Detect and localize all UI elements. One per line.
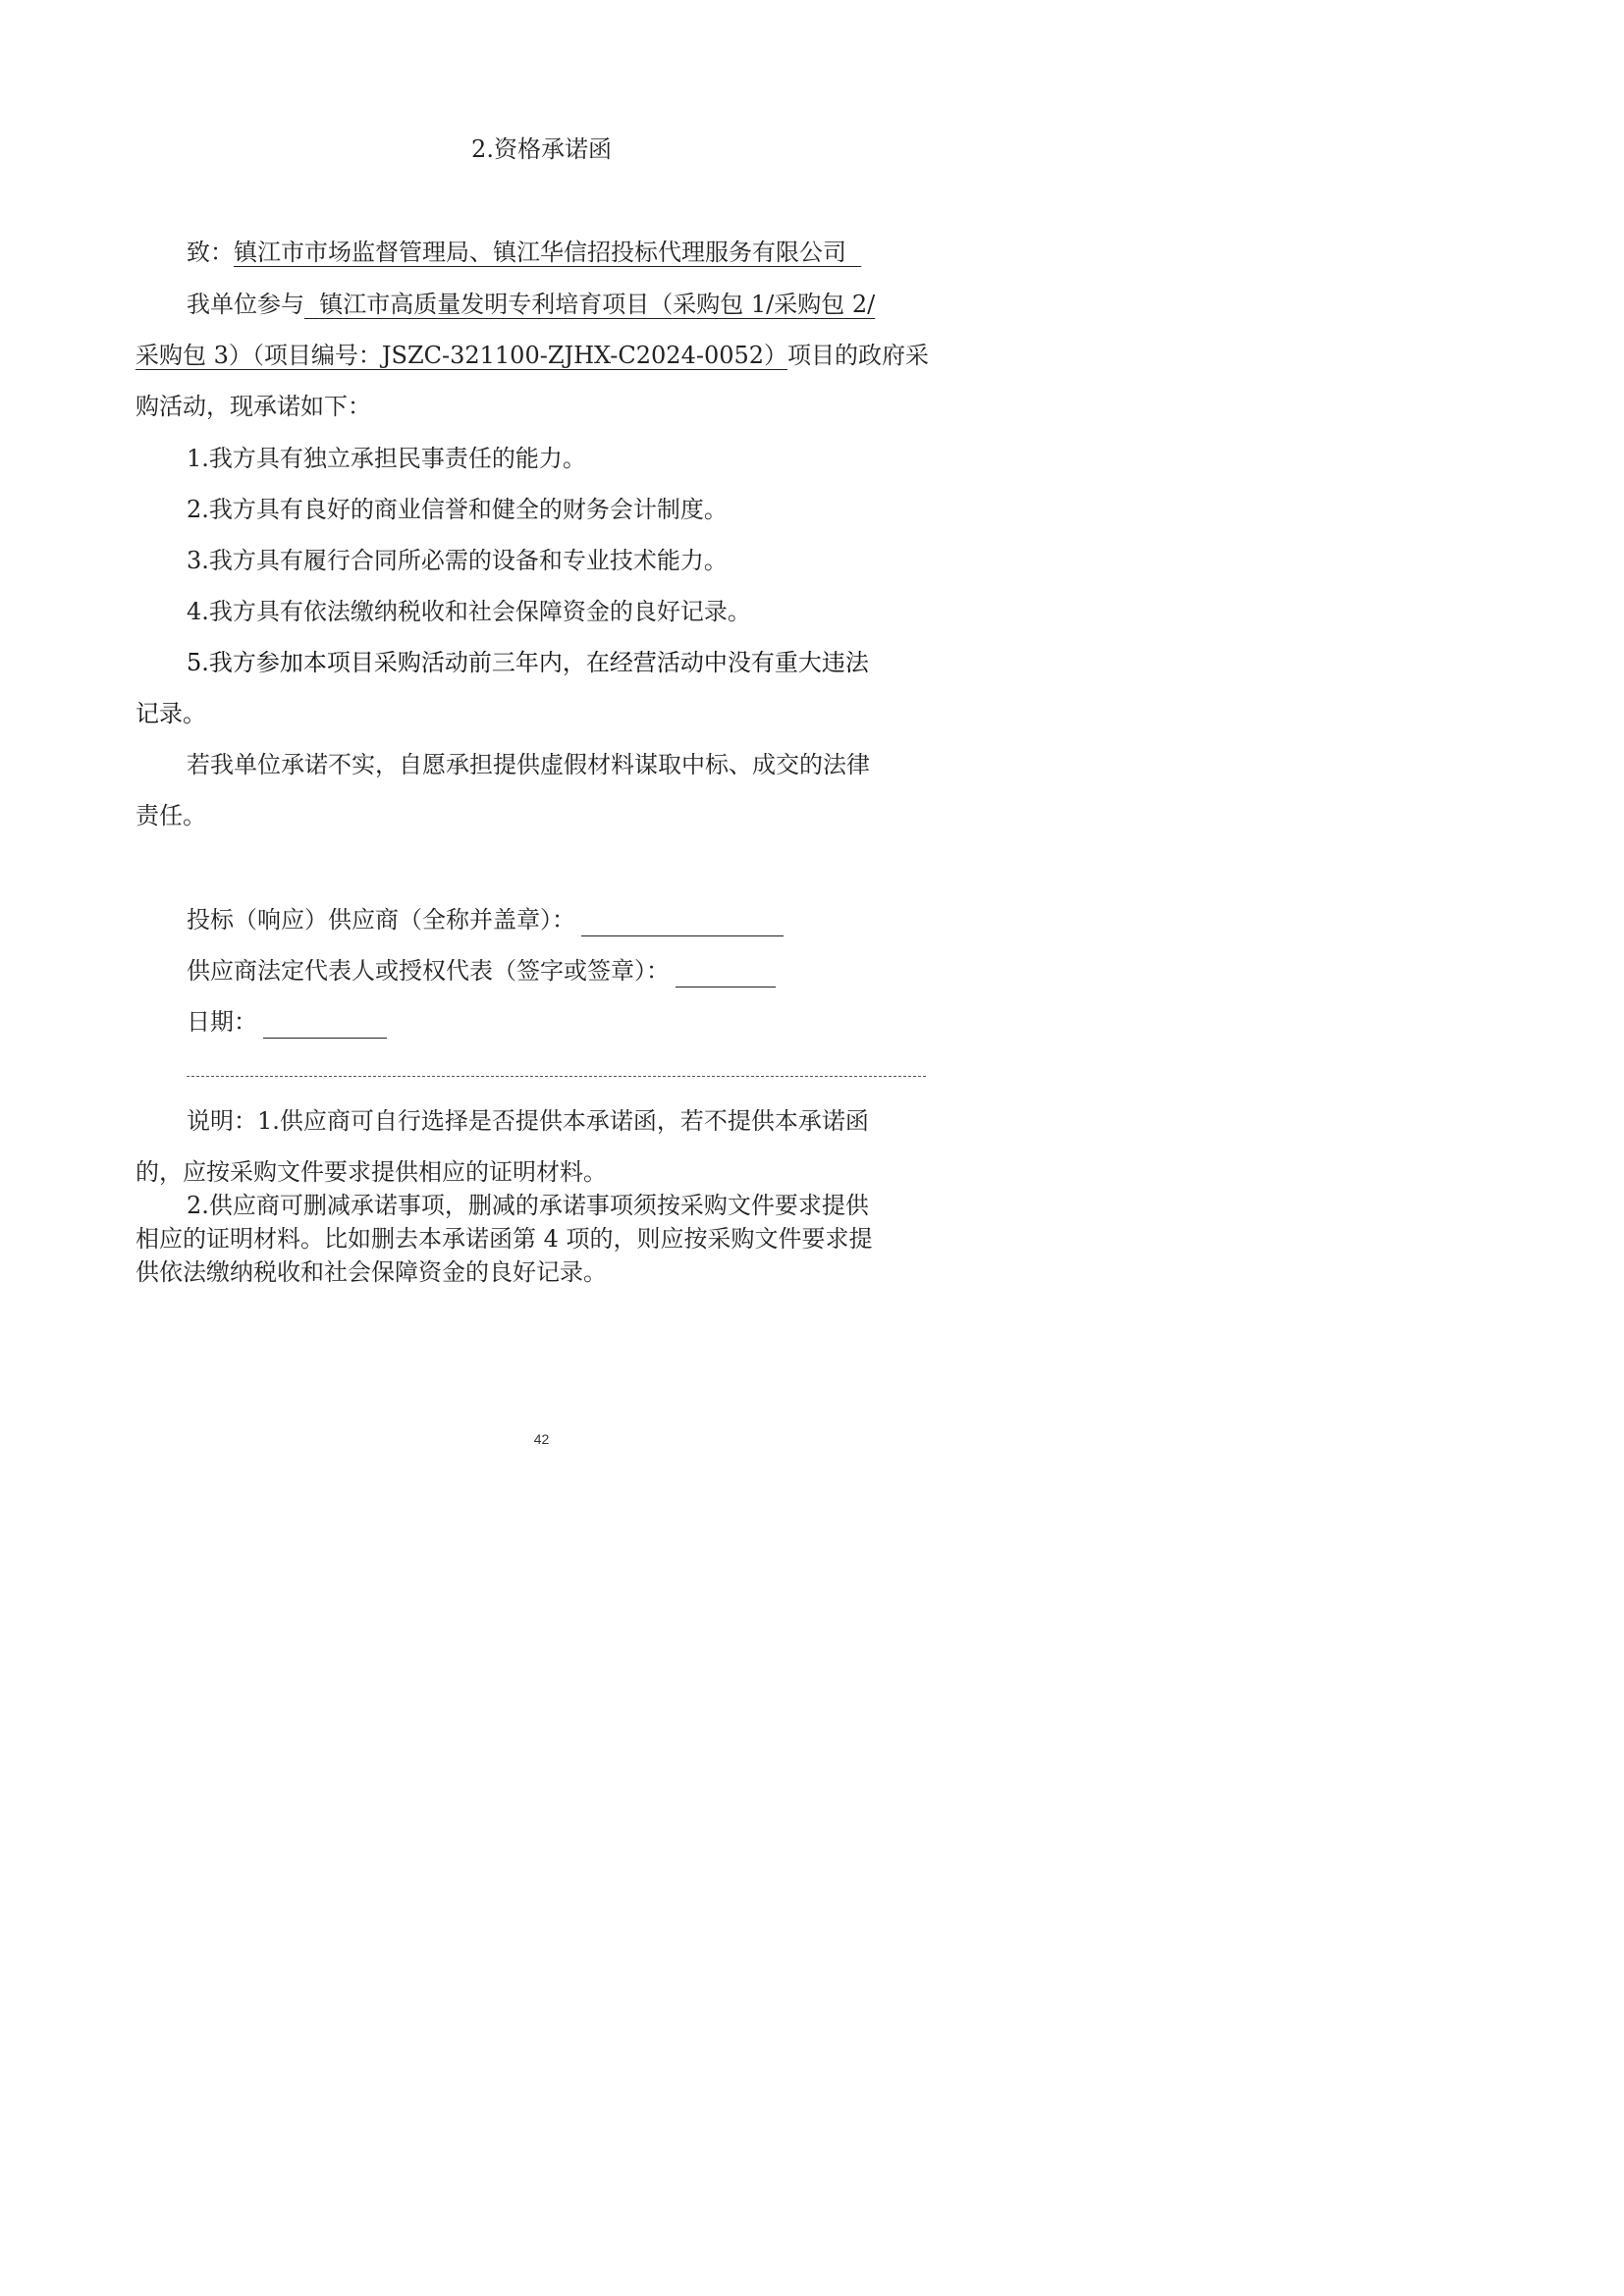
intro-suffix: 项目的政府采 (787, 342, 930, 369)
note-2-line-2: 相应的证明材料。比如删去本承诺函第 4 项的，则应按采购文件要求提 (135, 1225, 873, 1253)
document-title: 2.资格承诺函 (471, 135, 612, 163)
project-name-part-2: 采购包 3）（项目编号：JSZC-321100-ZJHX-C2024-0052） (135, 342, 788, 369)
closing-line-2: 责任。 (135, 802, 206, 829)
commitment-item-5-line-1: 5.我方参加本项目采购活动前三年内，在经营活动中没有重大违法 (187, 649, 869, 676)
project-name-part-1: 镇江市高质量发明专利培育项目（采购包 1/采购包 2/ (319, 291, 876, 318)
note-2-line-1: 2.供应商可删减承诺事项，删减的承诺事项须按采购文件要求提供 (187, 1192, 869, 1219)
commitment-item-2: 2.我方具有良好的商业信誉和健全的财务会计制度。 (187, 496, 728, 523)
supplier-label: 投标（响应）供应商（全称并盖章）： (187, 906, 575, 934)
closing-line-1: 若我单位承诺不实，自愿承担提供虚假材料谋取中标、成交的法律 (187, 751, 870, 778)
supplier-seal-blank[interactable] (581, 910, 784, 936)
representative-label: 供应商法定代表人或授权代表（签字或签章）： (187, 957, 670, 985)
supplier-signature-row (187, 903, 784, 936)
addressee-line (187, 236, 861, 269)
note-1-line-1: 说明：1.供应商可自行选择是否提供本承诺函，若不提供本承诺函 (187, 1107, 869, 1135)
commitment-item-1: 1.我方具有独立承担民事责任的能力。 (187, 445, 586, 472)
intro-line-2 (135, 339, 929, 372)
commitment-item-5-line-2: 记录。 (135, 700, 206, 727)
representative-signature-row (187, 954, 776, 988)
intro-line-1 (187, 288, 875, 321)
date-row (187, 1005, 387, 1039)
note-2-line-3: 供依法缴纳税收和社会保障资金的良好记录。 (135, 1258, 607, 1286)
intro-prefix: 我单位参与 (187, 291, 304, 318)
dashed-divider (187, 1076, 926, 1077)
page-number: 42 (533, 1431, 550, 1447)
note-1-line-2: 的，应按采购文件要求提供相应的证明材料。 (135, 1158, 607, 1186)
addressee-prefix: 致： (187, 239, 234, 266)
commitment-item-3: 3.我方具有履行合同所必需的设备和专业技术能力。 (187, 547, 728, 574)
date-label: 日期： (187, 1008, 257, 1036)
commitment-item-4: 4.我方具有依法缴纳税收和社会保障资金的良好记录。 (187, 598, 751, 625)
representative-signature-blank[interactable] (676, 961, 776, 988)
document-page (0, 0, 1083, 1531)
intro-line-3: 购活动，现承诺如下： (135, 393, 371, 420)
addressee-name: 镇江市市场监督管理局、镇江华信招投标代理服务有限公司 (234, 239, 846, 266)
date-blank[interactable] (263, 1012, 387, 1039)
